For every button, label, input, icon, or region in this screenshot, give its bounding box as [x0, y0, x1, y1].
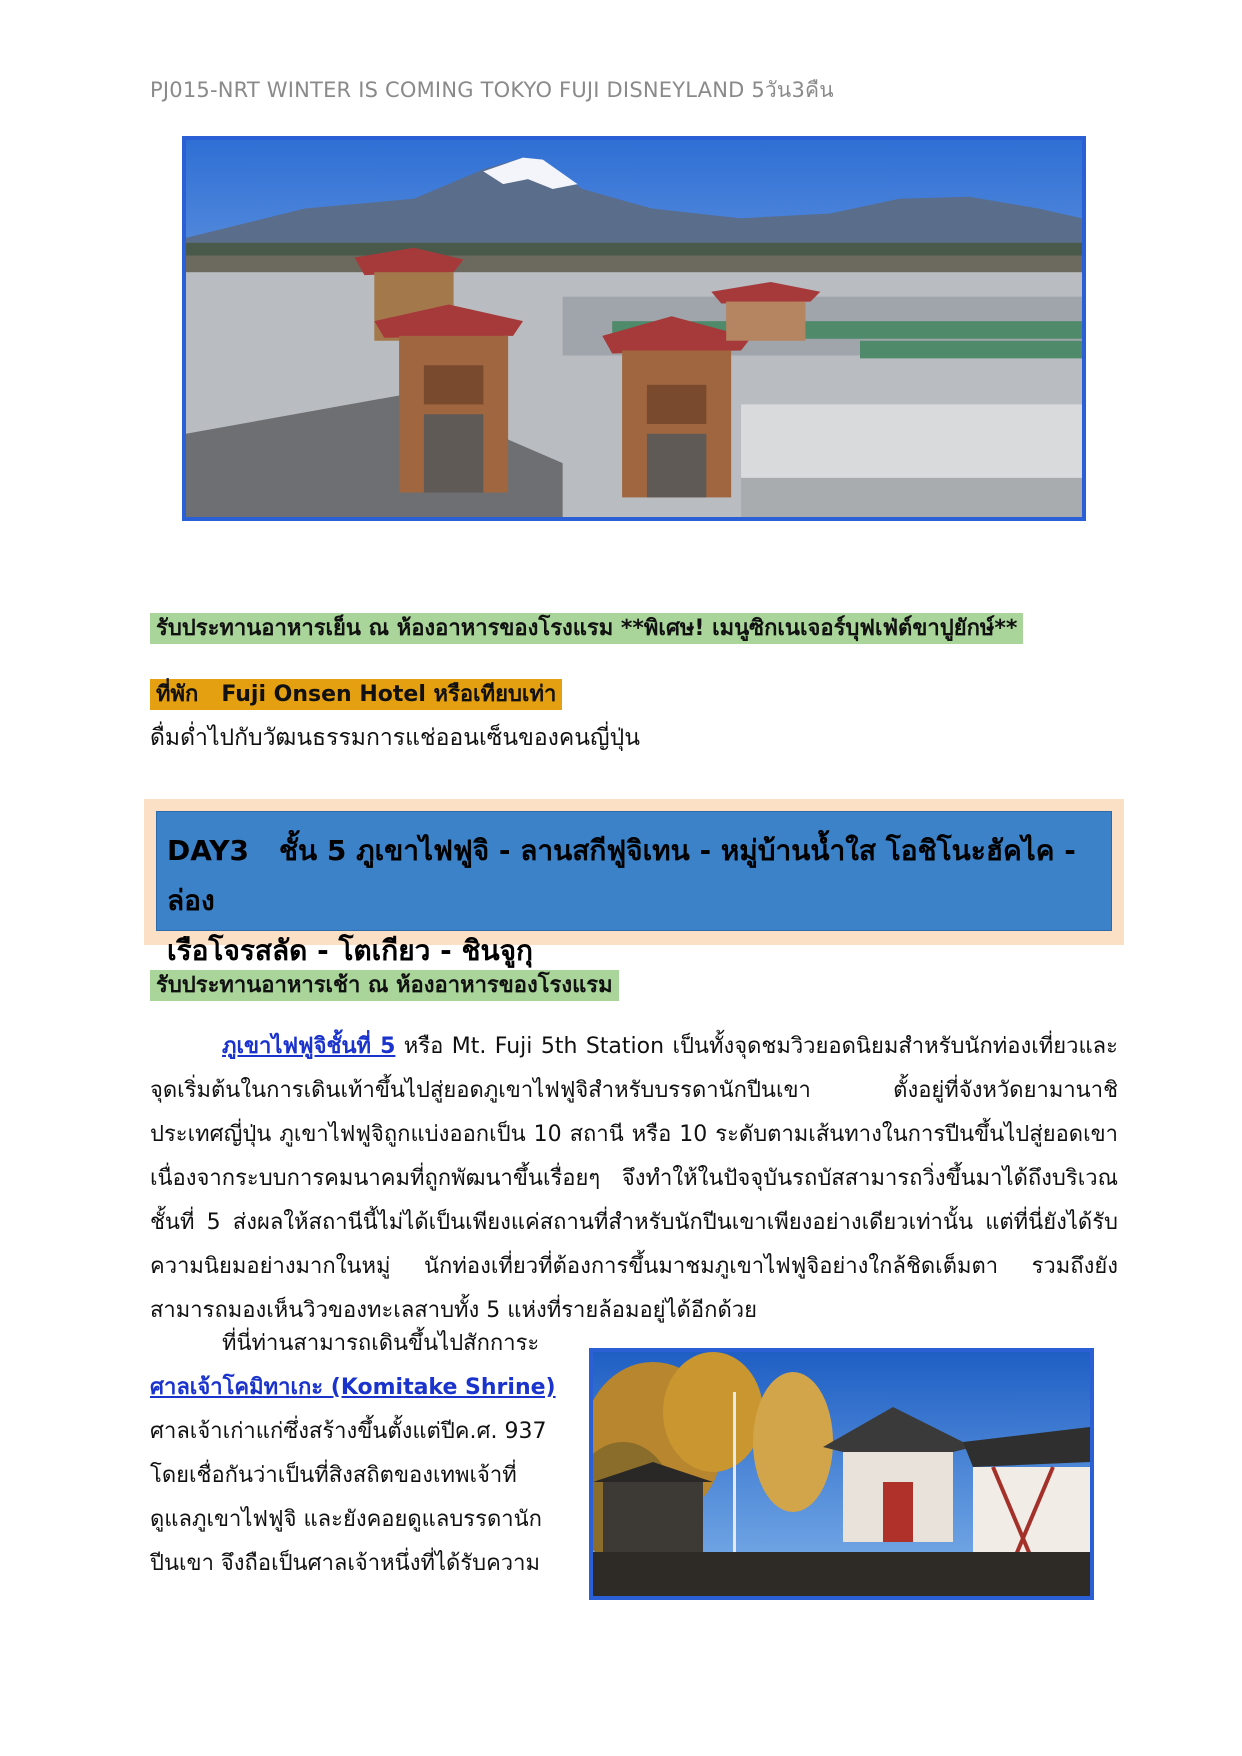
onsen-note: ดื่มด่ำไปกับวัฒนธรรมการแช่ออนเซ็นของคนญี่ปุ่น — [150, 725, 640, 751]
dinner-text: รับประทานอาหารเย็น ณ ห้องอาหารของโรงแรม **พิเศษ! เมนูซิกเนเจอร์บุฟเฟ่ต์ขาปูยักษ์** — [150, 613, 1023, 644]
breakfast-line — [150, 967, 619, 1002]
shrine-line-4: ปีนเขา จึงถือเป็นศาลเจ้าหนึ่งที่ได้รับความ — [150, 1551, 541, 1576]
shrine-line-2: โดยเชื่อกันว่าเป็นที่สิงสถิตของเทพเจ้าที่ — [150, 1463, 517, 1488]
hotel-name: Fuji Onsen Hotel หรือเทียบเท่า — [221, 682, 557, 707]
shrine-intro: ที่นี่ท่านสามารถเดินขึ้นไปสักการะ — [222, 1331, 540, 1356]
dinner-line — [150, 610, 1023, 645]
komitake-shrine-link[interactable]: ศาลเจ้าโคมิทาเกะ (Komitake Shrine) — [150, 1375, 556, 1400]
day3-tag: DAY3 — [167, 834, 249, 867]
shrine-line-1: ศาลเจ้าเก่าแก่ซึ่งสร้างขึ้นตั้งแต่ปีค.ศ. 937 — [150, 1419, 547, 1444]
fuji5-text: หรือ Mt. Fuji 5th Station เป็นทั้งจุดชมวิวยอดนิยมสำหรับนักท่องเที่ยวและจุดเริ่มต้นในการเดินเท้าขึ้นไปสู่ยอดภูเขาไฟฟูจิสำหรับบรรดานักปีนเขา ตั้งอยู่ที่จังหวัดยามานาชิ ประเทศญี่ปุ่น ภูเขาไฟฟูจิถูกแบ่งออกเป็น 10 สถานี หรือ 10 ระดับตามเส้นทางในการปีนขึ้นไปสู่ยอดเขา เนื่องจากระบบการคมนาคมที่ถูกพัฒนาขึ้นเรื่อยๆ จึงทำให้ในปัจจุบันรถบัสสามารถวิ่งขึ้นมาได้ถึงบริเวณชั้นที่ 5 ส่งผลให้สถานีนี้ไม่ได้เป็นเพียงแค่สถานที่สำหรับนักปีนเขาเพียงอย่างเดียวเท่านั้น แต่ที่นี่ยังได้รับความนิยมอย่างมากในหมู่ นักท่องเที่ยวที่ต้องการขึ้นมาชมภูเขาไฟฟูจิอย่างใกล้ชิดเต็มตา รวมถึงยังสามารถมองเห็นวิวของทะเลสาบทั้ง 5 แห่งที่รายล้อมอยู่ได้อีกด้วย — [150, 1034, 1118, 1323]
accommodation-label: ที่พัก — [156, 682, 199, 707]
day3-title-line1 — [167, 826, 1101, 926]
accommodation-line — [150, 676, 562, 711]
shrine-line-3: ดูแลภูเขาไฟฟูจิ และยังคอยดูแลบรรดานัก — [150, 1507, 542, 1532]
day3-banner-inner — [156, 811, 1112, 967]
shrine-paragraph — [150, 1322, 570, 1586]
accommodation-highlight — [150, 679, 562, 710]
day3-banner — [144, 799, 1124, 967]
fuji5-paragraph — [150, 1025, 1118, 1333]
komitake-shrine-photo — [589, 1348, 1094, 1600]
document-header: PJ015-NRT WINTER IS COMING TOKYO FUJI DISNEYLAND 5วัน3คืน — [150, 78, 834, 102]
day3-title-line2: เรือโจรสลัด - โตเกียว - ชินจูกุ — [167, 934, 533, 967]
day3-route-1: ชั้น 5 ภูเขาไฟฟูจิ - ลานสกีฟูจิเทน - หมู่บ้านน้ำใส โอชิโนะฮัคไค - ล่อง — [167, 834, 1076, 917]
outlet-mount-fuji-photo — [182, 136, 1086, 521]
fuji5-link[interactable]: ภูเขาไฟฟูจิชั้นที่ 5 — [222, 1034, 396, 1059]
breakfast-text: รับประทานอาหารเช้า ณ ห้องอาหารของโรงแรม — [150, 970, 619, 1001]
